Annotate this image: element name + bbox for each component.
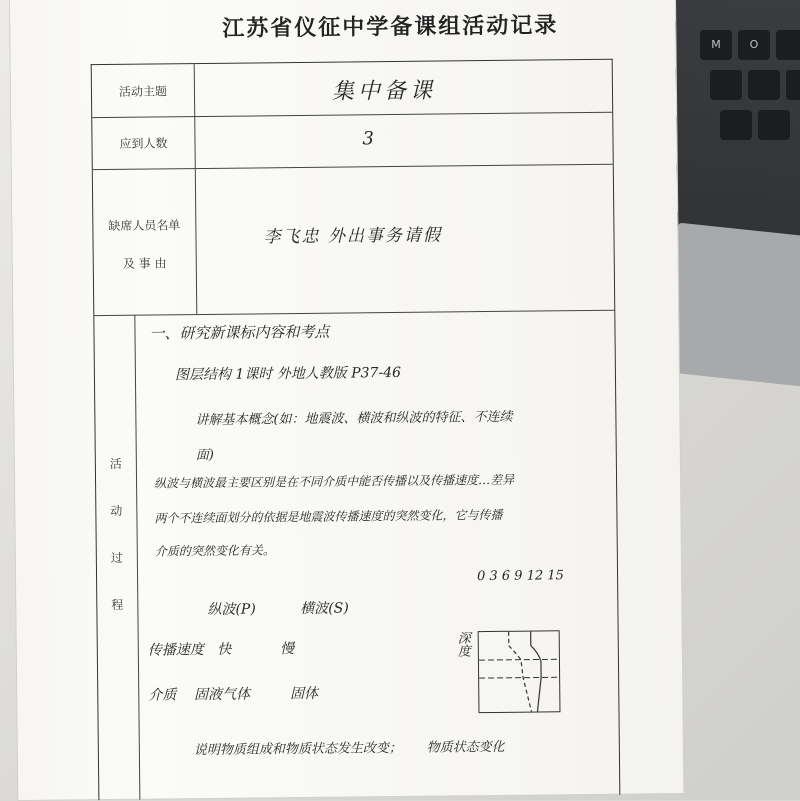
sketch-axis-labels: 0 3 6 9 12 15	[476, 568, 564, 585]
label-process: 活 动 过 程	[109, 456, 124, 612]
keyboard-key	[748, 70, 780, 100]
moho-line	[479, 659, 559, 660]
process-line-6: 两个不连续面划分的依据是地震波传播速度的突然变化，它与传播	[154, 507, 503, 526]
p-wave-curve	[531, 631, 542, 711]
row-topic	[92, 60, 613, 118]
process-line-2: 图层结构 1课时 外地人教版 P37-46	[174, 364, 402, 384]
laptop-trackpad	[663, 223, 800, 388]
document-title: 江苏省仪征中学备课组活动记录	[222, 12, 559, 42]
value-topic: 集中备课	[331, 78, 437, 105]
process-line-3: 讲解基本概念(如：地震波、横波和纵波的特征、不连续	[195, 409, 513, 429]
row-count	[92, 112, 613, 170]
process-line-9: 传播速度 快 慢	[147, 641, 295, 659]
keyboard-key	[720, 110, 752, 140]
row-process	[94, 310, 619, 800]
process-line-8: 纵波(P) 横波(S)	[207, 600, 349, 618]
laptop-keyboard	[690, 0, 800, 190]
gutenberg-line	[479, 677, 559, 678]
label-absent-1: 缺席人员名单	[108, 218, 181, 233]
sketch-depth-label: 深度	[454, 631, 470, 658]
keyboard-key-o: O	[738, 30, 770, 60]
process-line-5: 纵波与横波最主要区别是在不同介质中能否传播以及传播速度…差异	[153, 472, 515, 491]
value-count: 3	[362, 128, 375, 150]
keyboard-key	[758, 110, 790, 140]
record-sheet	[10, 0, 683, 800]
keyboard-key	[786, 70, 800, 100]
label-count: 应到人数	[119, 136, 168, 151]
label-absent-2: 及 事 由	[122, 256, 167, 271]
process-line-4: 面)	[195, 447, 214, 464]
keyboard-key	[710, 70, 742, 100]
process-line-1: 一、研究新课标内容和考点	[149, 322, 330, 343]
keyboard-key	[776, 30, 800, 60]
wave-speed-curves	[479, 631, 560, 712]
keyboard-key-m: M	[700, 30, 732, 60]
process-line-11: 说明物质组成和物质状态发生改变； 物质状态变化	[193, 739, 505, 759]
process-line-10: 介质 固液气体 固体	[148, 685, 319, 704]
s-wave-curve	[509, 632, 532, 712]
record-table	[91, 59, 621, 800]
label-topic: 活动主题	[118, 84, 168, 99]
row-absent	[93, 164, 615, 316]
value-absent: 李飞忠 外出事务请假	[263, 225, 443, 248]
wave-speed-sketch	[478, 630, 561, 713]
process-line-7: 介质的突然变化有关。	[154, 543, 275, 559]
